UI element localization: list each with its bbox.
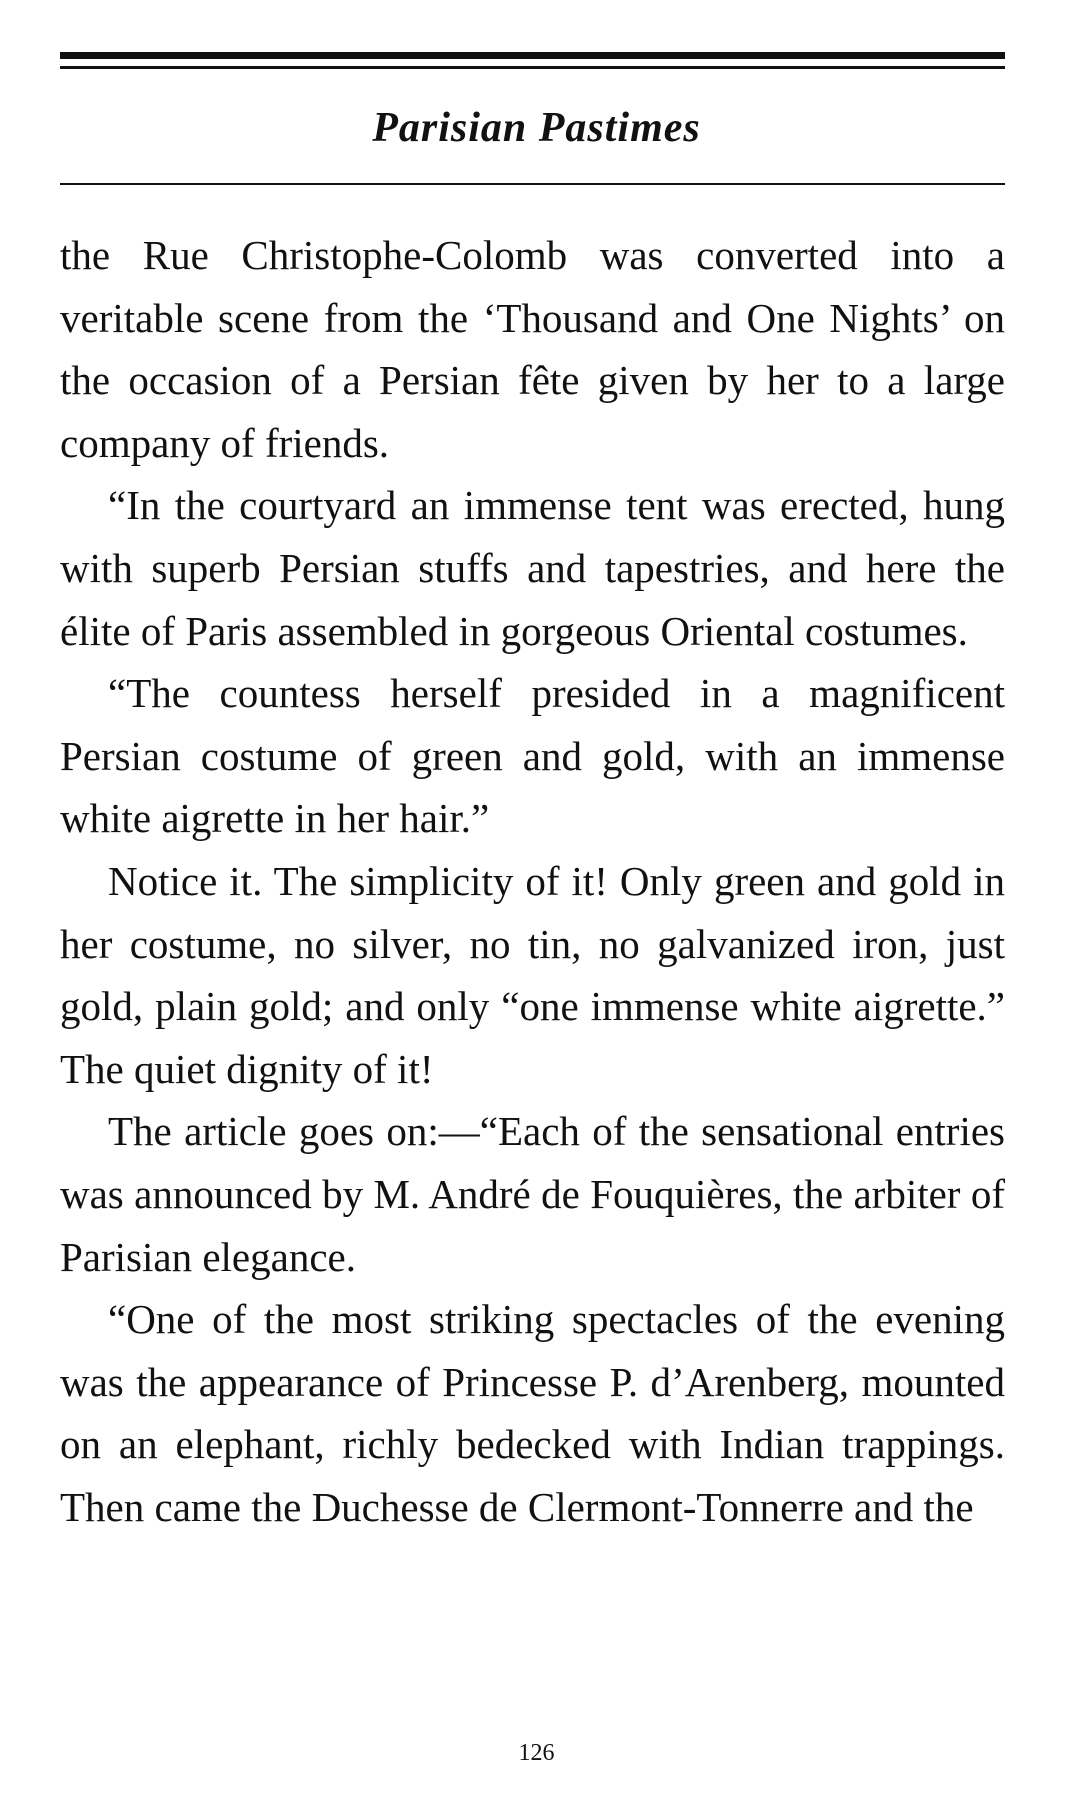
paragraph-2: “In the courtyard an immense tent was erected, hung with superb Persian stuffs and tapestries, and here the élite of Paris assembled in gorgeous Oriental costumes. xyxy=(60,482,1005,654)
header-rule-bottom xyxy=(60,183,1005,185)
paragraph-5: The article goes on:—“Each of the sensational entries was announced by M. André de Fouquières, the arbiter of Parisian elegance. xyxy=(60,1108,1005,1280)
header-rule-second xyxy=(60,66,1005,69)
paragraph-3: “The countess herself presided in a magnificent Persian costume of green and gold, with an immense white aigrette in her hair.” xyxy=(60,670,1005,842)
page-number: 126 xyxy=(518,1740,555,1766)
paragraph-6: “One of the most striking spectacles of the evening was the appearance of Princesse P. d’Arenberg, mounted on an elephant, richly bedecked with Indian trappings. Then came the Duchesse de Clermont-Tonnerre and the xyxy=(60,1296,1005,1530)
body-text xyxy=(60,224,1005,1538)
header-rule-top xyxy=(60,52,1005,59)
running-header-title: Parisian Pastimes xyxy=(372,105,701,151)
paragraph-4: Notice it. The simplicity of it! Only green and gold in her costume, no silver, no tin, no galvanized iron, just gold, plain gold; and only “one immense white aigrette.” The quiet dignity of it! xyxy=(60,857,1005,1092)
paragraph-1: the Rue Christophe-Colomb was converted into a veritable scene from the ‘Thousand and One Nights’ on the occasion of a Persian fête given by her to a large company of friends. xyxy=(60,232,1005,466)
